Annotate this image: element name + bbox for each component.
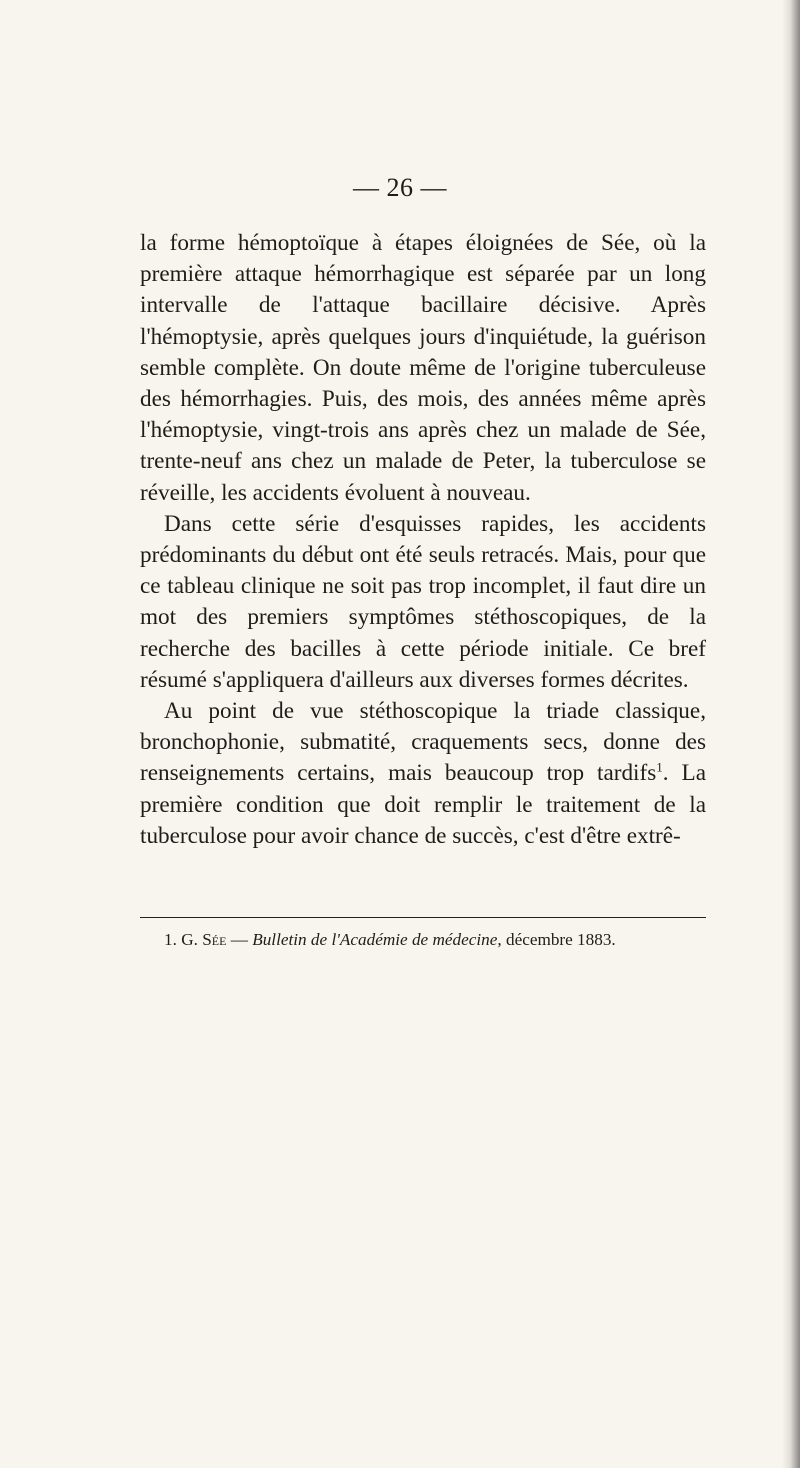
page-number: — 26 —: [353, 173, 447, 202]
footnote-text: [140, 928, 706, 952]
paragraph-1: la forme hémoptoïque à étapes éloignées de Sée, où la première attaque hémorrhagique est séparée par un long intervalle de l'attaque bacillaire décisive. Après l'hémoptysie, après quelques jours d'inquiétude, la guérison semble complète. On doute même de l'origine tuberculeuse des hémorrhagies. Puis, des mois, des années même après l'hémoptysie, vingt-trois ans après chez un malade de Sée, trente-neuf ans chez un malade de Peter, la tuberculose se réveille, les accidents évoluent à nouveau.: [140, 230, 706, 506]
paragraph-3: [140, 696, 706, 852]
footnote-dash: —: [226, 930, 253, 949]
page-edge-shadow: [782, 0, 800, 1468]
paragraph-3-tail: . La première condition que doit remplir le traitement de la tuberculose pour avoir chance de succès, c'est d'être extrê-: [140, 760, 706, 849]
footnote-divider: [140, 917, 706, 918]
footnote-date: , décembre 1883.: [497, 930, 616, 949]
footnote-reference: 1: [656, 759, 663, 775]
body-text: [140, 228, 706, 852]
footnote: [140, 928, 706, 952]
paragraph-2: Dans cette série d'esquisses rapides, les accidents prédominants du début ont été seuls retracés. Mais, pour que ce tableau clinique ne soit pas trop incomplet, il faut dire un mot des premiers symptômes stéthoscopiques, de la recherche des bacilles à cette période initiale. Ce bref résumé s'appliquera d'ailleurs aux diverses formes décrites.: [140, 510, 706, 693]
footnote-journal: Bulletin de l'Académie de médecine: [252, 930, 498, 949]
paragraph-3-text: Au point de vue stéthoscopique la triade classique, bronchophonie, submatité, craquements secs, donne des renseignements certains, mais beaucoup trop tardifs: [140, 698, 706, 787]
footnote-number: 1. G.: [164, 930, 198, 949]
footnote-author: Sée: [202, 930, 227, 949]
